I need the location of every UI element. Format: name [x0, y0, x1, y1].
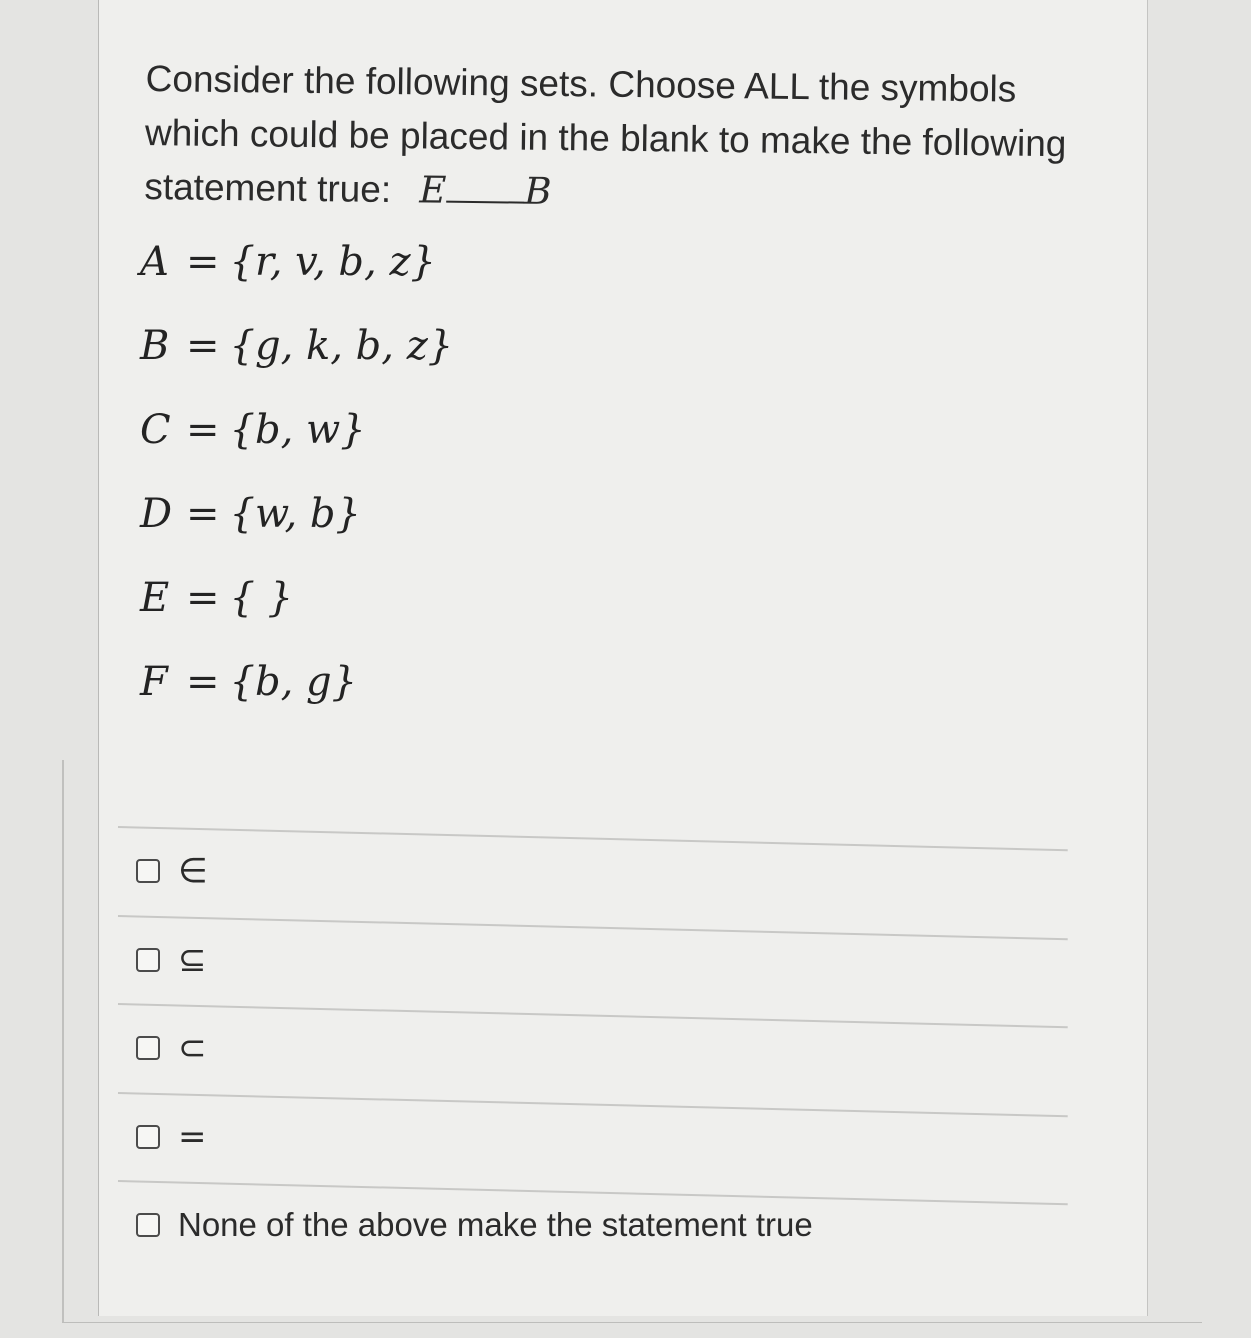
- set-elements: {w, b}: [229, 491, 361, 537]
- set-definition-e: [140, 568, 453, 652]
- card-shadow-edge: [62, 760, 64, 1322]
- set-name: C: [140, 407, 171, 453]
- question-statement: [419, 168, 552, 213]
- equals-sign: =: [186, 323, 220, 369]
- set-elements: { }: [229, 575, 294, 621]
- left-operand: E: [419, 168, 447, 212]
- set-name: E: [140, 575, 170, 621]
- option-none-of-the-above[interactable]: [118, 1182, 1078, 1269]
- set-definition-a: [140, 232, 453, 316]
- checkbox[interactable]: [136, 859, 160, 883]
- set-name: A: [140, 239, 169, 285]
- equals-sign: =: [186, 659, 220, 705]
- checkbox[interactable]: [136, 1036, 160, 1060]
- set-name: D: [140, 491, 173, 537]
- question-text: Consider the following sets. Choose ALL the symbols which could be placed in the blank to make the following statement true:: [144, 57, 1067, 211]
- set-definition-c: [140, 400, 453, 484]
- checkbox[interactable]: [136, 1125, 160, 1149]
- option-label: =: [178, 1116, 207, 1157]
- set-elements: {b, g}: [229, 659, 358, 705]
- checkbox[interactable]: [136, 948, 160, 972]
- card-bottom-edge: [62, 1322, 1202, 1323]
- option-label: ⊆: [178, 939, 207, 980]
- option-label: ⊂: [178, 1028, 207, 1068]
- right-operand: B: [524, 169, 552, 213]
- set-definitions: [140, 232, 453, 736]
- option-subset-or-equal[interactable]: [118, 916, 1078, 1003]
- set-elements: {g, k, b, z}: [229, 323, 454, 369]
- option-label: ∈: [178, 851, 208, 891]
- equals-sign: =: [186, 491, 220, 537]
- option-element-of[interactable]: [118, 828, 1078, 915]
- set-name: B: [140, 323, 170, 369]
- set-elements: {r, v, b, z}: [229, 239, 436, 285]
- question-prompt: [144, 52, 1106, 226]
- set-name: F: [140, 659, 168, 705]
- equals-sign: =: [186, 239, 220, 285]
- set-definition-b: [140, 316, 453, 400]
- option-proper-subset[interactable]: [118, 1005, 1078, 1092]
- checkbox[interactable]: [136, 1213, 160, 1237]
- set-elements: {b, w}: [229, 407, 366, 453]
- statement-blank: [446, 171, 524, 204]
- equals-sign: =: [186, 575, 220, 621]
- answer-options: [118, 826, 1078, 1269]
- option-label: None of the above make the statement true: [178, 1206, 813, 1243]
- set-definition-f: [140, 652, 453, 736]
- set-definition-d: [140, 484, 453, 568]
- equals-sign: =: [186, 407, 220, 453]
- option-equal[interactable]: [118, 1093, 1078, 1180]
